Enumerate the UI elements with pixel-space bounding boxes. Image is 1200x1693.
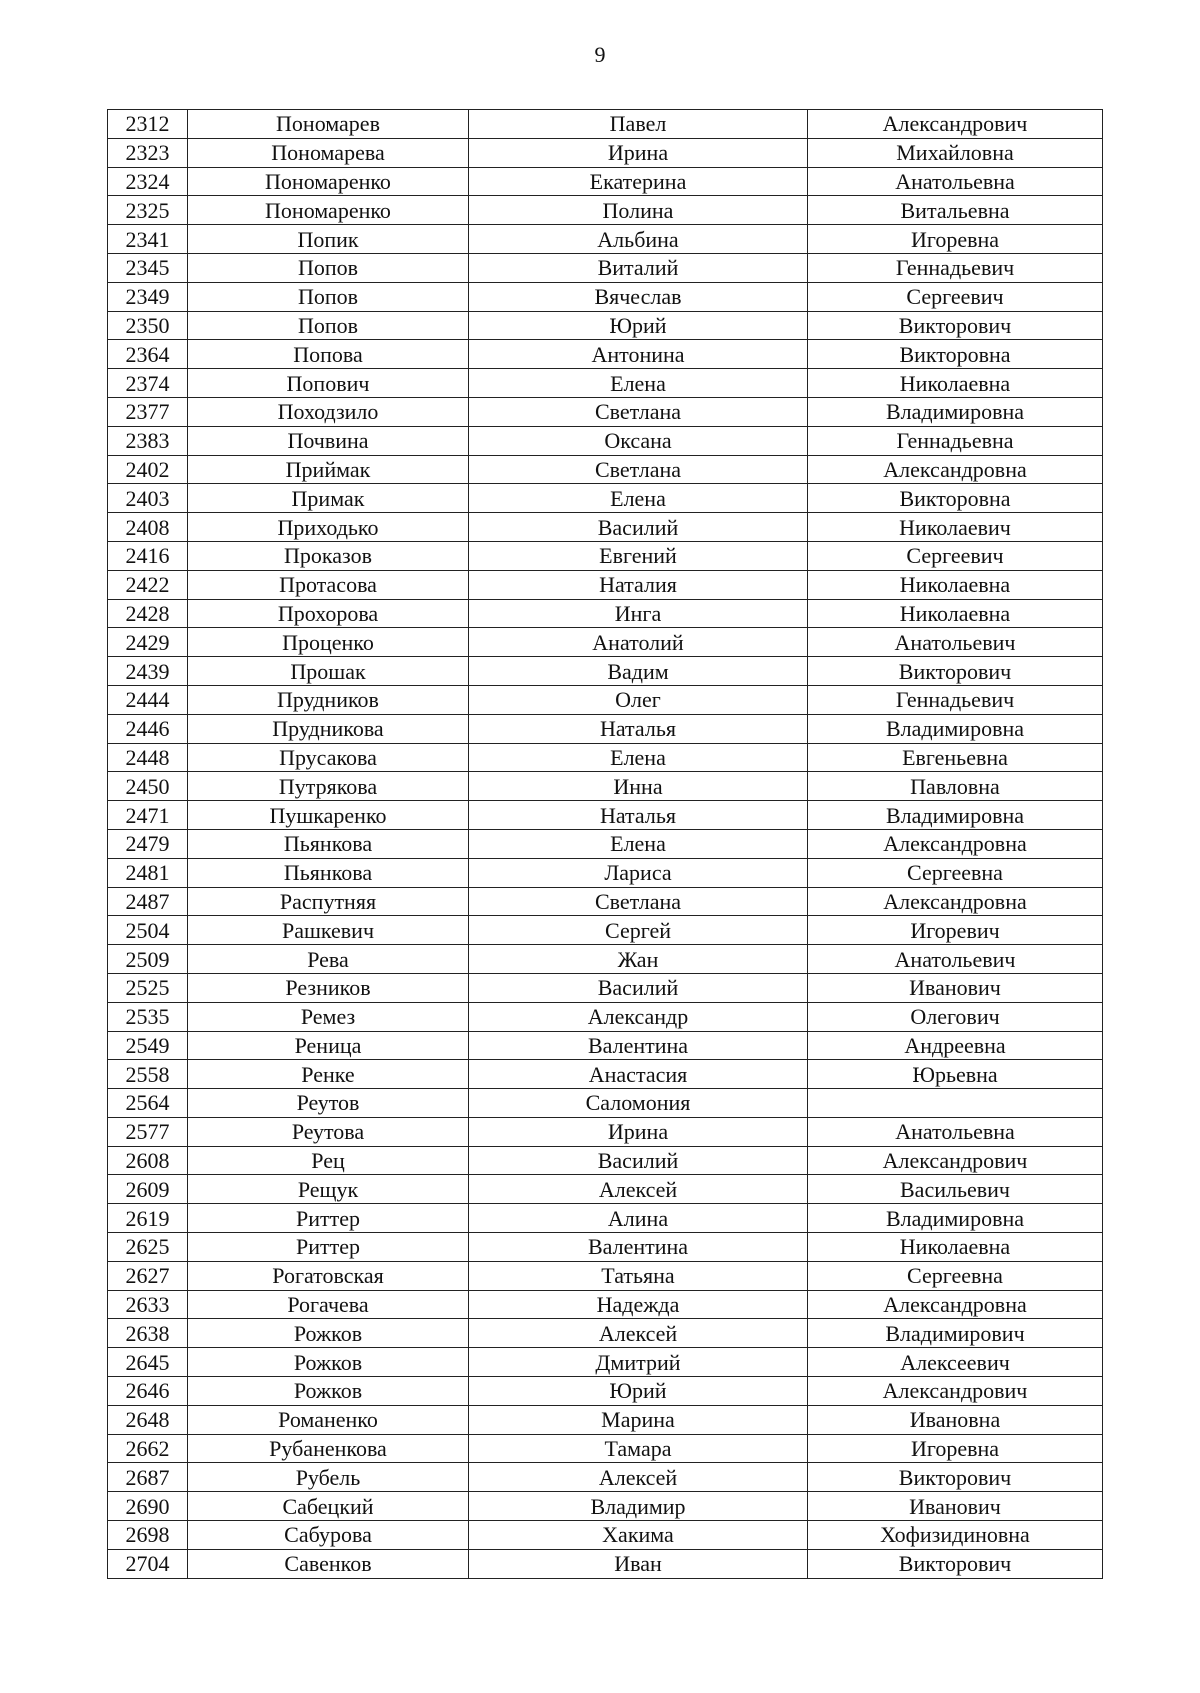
first-name-cell: Сергей xyxy=(469,916,808,945)
patronymic-cell: Николаевич xyxy=(808,513,1103,542)
last-name-cell: Пономаренко xyxy=(188,196,469,225)
last-name-cell: Прусакова xyxy=(188,743,469,772)
table-row xyxy=(108,1377,1103,1406)
patronymic-cell: Васильевич xyxy=(808,1175,1103,1204)
page-number: 9 xyxy=(594,42,606,67)
patronymic-cell: Игоревна xyxy=(808,225,1103,254)
last-name-cell: Ренке xyxy=(188,1060,469,1089)
patronymic-cell: Александровна xyxy=(808,1290,1103,1319)
first-name-cell: Елена xyxy=(469,743,808,772)
patronymic-cell: Владимировна xyxy=(808,1204,1103,1233)
first-name-cell: Наталья xyxy=(469,801,808,830)
first-name-cell: Светлана xyxy=(469,397,808,426)
last-name-cell: Реутов xyxy=(188,1089,469,1118)
row-number-cell: 2487 xyxy=(108,887,188,916)
first-name-cell: Наталия xyxy=(469,570,808,599)
table-row xyxy=(108,1146,1103,1175)
row-number-cell: 2558 xyxy=(108,1060,188,1089)
row-number-cell: 2504 xyxy=(108,916,188,945)
first-name-cell: Владимир xyxy=(469,1492,808,1521)
last-name-cell: Савенков xyxy=(188,1549,469,1578)
patronymic-cell: Викторовна xyxy=(808,484,1103,513)
patronymic-cell: Владимирович xyxy=(808,1319,1103,1348)
row-number-cell: 2341 xyxy=(108,225,188,254)
patronymic-cell: Викторович xyxy=(808,1549,1103,1578)
first-name-cell: Алексей xyxy=(469,1175,808,1204)
first-name-cell: Дмитрий xyxy=(469,1348,808,1377)
first-name-cell: Вадим xyxy=(469,657,808,686)
first-name-cell: Василий xyxy=(469,1146,808,1175)
last-name-cell: Протасова xyxy=(188,570,469,599)
first-name-cell: Валентина xyxy=(469,1233,808,1262)
last-name-cell: Рогачева xyxy=(188,1290,469,1319)
row-number-cell: 2625 xyxy=(108,1233,188,1262)
patronymic-cell: Владимировна xyxy=(808,714,1103,743)
patronymic-cell: Викторович xyxy=(808,657,1103,686)
table-row xyxy=(108,1261,1103,1290)
row-number-cell: 2535 xyxy=(108,1002,188,1031)
row-number-cell: 2377 xyxy=(108,397,188,426)
first-name-cell: Альбина xyxy=(469,225,808,254)
table-row xyxy=(108,225,1103,254)
patronymic-cell: Иванович xyxy=(808,973,1103,1002)
first-name-cell: Ирина xyxy=(469,138,808,167)
table-row xyxy=(108,1492,1103,1521)
row-number-cell: 2325 xyxy=(108,196,188,225)
row-number-cell: 2444 xyxy=(108,685,188,714)
table-row xyxy=(108,1434,1103,1463)
last-name-cell: Пьянкова xyxy=(188,829,469,858)
last-name-cell: Реутова xyxy=(188,1117,469,1146)
first-name-cell: Полина xyxy=(469,196,808,225)
patronymic-cell: Сергеевич xyxy=(808,541,1103,570)
first-name-cell: Екатерина xyxy=(469,167,808,196)
last-name-cell: Рещук xyxy=(188,1175,469,1204)
first-name-cell: Тамара xyxy=(469,1434,808,1463)
table-row xyxy=(108,1031,1103,1060)
row-number-cell: 2448 xyxy=(108,743,188,772)
last-name-cell: Попов xyxy=(188,253,469,282)
first-name-cell: Жан xyxy=(469,945,808,974)
table-row xyxy=(108,1233,1103,1262)
row-number-cell: 2662 xyxy=(108,1434,188,1463)
last-name-cell: Попова xyxy=(188,340,469,369)
table-row xyxy=(108,829,1103,858)
row-number-cell: 2402 xyxy=(108,455,188,484)
patronymic-cell: Алексеевич xyxy=(808,1348,1103,1377)
row-number-cell: 2350 xyxy=(108,311,188,340)
last-name-cell: Прошак xyxy=(188,657,469,686)
patronymic-cell: Владимировна xyxy=(808,801,1103,830)
table-row xyxy=(108,1175,1103,1204)
table-row xyxy=(108,513,1103,542)
row-number-cell: 2633 xyxy=(108,1290,188,1319)
table-row xyxy=(108,282,1103,311)
row-number-cell: 2383 xyxy=(108,426,188,455)
table-row xyxy=(108,1060,1103,1089)
patronymic-cell: Александровна xyxy=(808,829,1103,858)
table-row xyxy=(108,570,1103,599)
table-row xyxy=(108,772,1103,801)
last-name-cell: Пономарева xyxy=(188,138,469,167)
row-number-cell: 2312 xyxy=(108,110,188,139)
patronymic-cell: Александрович xyxy=(808,1377,1103,1406)
last-name-cell: Путрякова xyxy=(188,772,469,801)
patronymic-cell: Александровна xyxy=(808,455,1103,484)
patronymic-cell: Ивановна xyxy=(808,1405,1103,1434)
table-row xyxy=(108,685,1103,714)
first-name-cell: Оксана xyxy=(469,426,808,455)
roster-table xyxy=(107,109,1103,1579)
first-name-cell: Саломония xyxy=(469,1089,808,1118)
row-number-cell: 2646 xyxy=(108,1377,188,1406)
patronymic-cell: Сергеевна xyxy=(808,858,1103,887)
row-number-cell: 2645 xyxy=(108,1348,188,1377)
row-number-cell: 2577 xyxy=(108,1117,188,1146)
row-number-cell: 2428 xyxy=(108,599,188,628)
table-row xyxy=(108,311,1103,340)
last-name-cell: Проценко xyxy=(188,628,469,657)
table-row xyxy=(108,801,1103,830)
last-name-cell: Сабецкий xyxy=(188,1492,469,1521)
patronymic-cell: Викторович xyxy=(808,1463,1103,1492)
last-name-cell: Прохорова xyxy=(188,599,469,628)
row-number-cell: 2509 xyxy=(108,945,188,974)
patronymic-cell: Николаевна xyxy=(808,570,1103,599)
table-row xyxy=(108,397,1103,426)
table-row xyxy=(108,1117,1103,1146)
last-name-cell: Прудникова xyxy=(188,714,469,743)
last-name-cell: Рогатовская xyxy=(188,1261,469,1290)
last-name-cell: Рубаненкова xyxy=(188,1434,469,1463)
last-name-cell: Приймак xyxy=(188,455,469,484)
patronymic-cell: Геннадьевна xyxy=(808,426,1103,455)
first-name-cell: Марина xyxy=(469,1405,808,1434)
row-number-cell: 2619 xyxy=(108,1204,188,1233)
first-name-cell: Анастасия xyxy=(469,1060,808,1089)
first-name-cell: Олег xyxy=(469,685,808,714)
patronymic-cell: Александровна xyxy=(808,887,1103,916)
last-name-cell: Рева xyxy=(188,945,469,974)
table-row xyxy=(108,1002,1103,1031)
patronymic-cell: Геннадьевич xyxy=(808,685,1103,714)
table-row xyxy=(108,196,1103,225)
last-name-cell: Рашкевич xyxy=(188,916,469,945)
table-row xyxy=(108,1549,1103,1578)
first-name-cell: Антонина xyxy=(469,340,808,369)
last-name-cell: Пономарев xyxy=(188,110,469,139)
patronymic-cell: Анатольевна xyxy=(808,1117,1103,1146)
first-name-cell: Алексей xyxy=(469,1463,808,1492)
table-row xyxy=(108,1204,1103,1233)
roster-table-body xyxy=(108,110,1103,1579)
patronymic-cell: Витальевна xyxy=(808,196,1103,225)
table-row xyxy=(108,916,1103,945)
patronymic-cell xyxy=(808,1089,1103,1118)
last-name-cell: Попик xyxy=(188,225,469,254)
row-number-cell: 2416 xyxy=(108,541,188,570)
first-name-cell: Виталий xyxy=(469,253,808,282)
first-name-cell: Елена xyxy=(469,829,808,858)
last-name-cell: Ремез xyxy=(188,1002,469,1031)
table-row xyxy=(108,1290,1103,1319)
row-number-cell: 2324 xyxy=(108,167,188,196)
row-number-cell: 2364 xyxy=(108,340,188,369)
first-name-cell: Татьяна xyxy=(469,1261,808,1290)
row-number-cell: 2408 xyxy=(108,513,188,542)
last-name-cell: Попович xyxy=(188,369,469,398)
first-name-cell: Павел xyxy=(469,110,808,139)
row-number-cell: 2525 xyxy=(108,973,188,1002)
row-number-cell: 2481 xyxy=(108,858,188,887)
row-number-cell: 2429 xyxy=(108,628,188,657)
table-row xyxy=(108,858,1103,887)
row-number-cell: 2446 xyxy=(108,714,188,743)
row-number-cell: 2374 xyxy=(108,369,188,398)
row-number-cell: 2698 xyxy=(108,1521,188,1550)
first-name-cell: Светлана xyxy=(469,887,808,916)
last-name-cell: Рец xyxy=(188,1146,469,1175)
table-row xyxy=(108,253,1103,282)
table-row xyxy=(108,1319,1103,1348)
first-name-cell: Инга xyxy=(469,599,808,628)
patronymic-cell: Павловна xyxy=(808,772,1103,801)
last-name-cell: Пономаренко xyxy=(188,167,469,196)
patronymic-cell: Евгеньевна xyxy=(808,743,1103,772)
table-row xyxy=(108,110,1103,139)
first-name-cell: Алексей xyxy=(469,1319,808,1348)
last-name-cell: Романенко xyxy=(188,1405,469,1434)
last-name-cell: Сабурова xyxy=(188,1521,469,1550)
table-row xyxy=(108,973,1103,1002)
patronymic-cell: Александрович xyxy=(808,1146,1103,1175)
patronymic-cell: Юрьевна xyxy=(808,1060,1103,1089)
last-name-cell: Прудников xyxy=(188,685,469,714)
last-name-cell: Рожков xyxy=(188,1348,469,1377)
first-name-cell: Василий xyxy=(469,513,808,542)
first-name-cell: Светлана xyxy=(469,455,808,484)
first-name-cell: Вячеслав xyxy=(469,282,808,311)
last-name-cell: Приходько xyxy=(188,513,469,542)
first-name-cell: Александр xyxy=(469,1002,808,1031)
patronymic-cell: Игоревна xyxy=(808,1434,1103,1463)
patronymic-cell: Александрович xyxy=(808,110,1103,139)
patronymic-cell: Николаевна xyxy=(808,599,1103,628)
row-number-cell: 2323 xyxy=(108,138,188,167)
patronymic-cell: Сергеевич xyxy=(808,282,1103,311)
patronymic-cell: Владимировна xyxy=(808,397,1103,426)
first-name-cell: Ирина xyxy=(469,1117,808,1146)
table-row xyxy=(108,167,1103,196)
patronymic-cell: Анатольевич xyxy=(808,628,1103,657)
row-number-cell: 2345 xyxy=(108,253,188,282)
row-number-cell: 2349 xyxy=(108,282,188,311)
first-name-cell: Надежда xyxy=(469,1290,808,1319)
row-number-cell: 2422 xyxy=(108,570,188,599)
first-name-cell: Иван xyxy=(469,1549,808,1578)
row-number-cell: 2690 xyxy=(108,1492,188,1521)
last-name-cell: Попов xyxy=(188,282,469,311)
row-number-cell: 2609 xyxy=(108,1175,188,1204)
table-row xyxy=(108,369,1103,398)
patronymic-cell: Сергеевна xyxy=(808,1261,1103,1290)
table-row xyxy=(108,657,1103,686)
table-row xyxy=(108,541,1103,570)
first-name-cell: Лариса xyxy=(469,858,808,887)
first-name-cell: Евгений xyxy=(469,541,808,570)
first-name-cell: Наталья xyxy=(469,714,808,743)
row-number-cell: 2471 xyxy=(108,801,188,830)
patronymic-cell: Иванович xyxy=(808,1492,1103,1521)
first-name-cell: Елена xyxy=(469,484,808,513)
last-name-cell: Примак xyxy=(188,484,469,513)
row-number-cell: 2564 xyxy=(108,1089,188,1118)
patronymic-cell: Анатольевич xyxy=(808,945,1103,974)
table-row xyxy=(108,455,1103,484)
last-name-cell: Проказов xyxy=(188,541,469,570)
last-name-cell: Риттер xyxy=(188,1233,469,1262)
table-row xyxy=(108,628,1103,657)
last-name-cell: Реница xyxy=(188,1031,469,1060)
patronymic-cell: Олегович xyxy=(808,1002,1103,1031)
first-name-cell: Анатолий xyxy=(469,628,808,657)
patronymic-cell: Викторовна xyxy=(808,340,1103,369)
patronymic-cell: Викторович xyxy=(808,311,1103,340)
row-number-cell: 2687 xyxy=(108,1463,188,1492)
first-name-cell: Валентина xyxy=(469,1031,808,1060)
table-row xyxy=(108,1405,1103,1434)
table-row xyxy=(108,426,1103,455)
patronymic-cell: Николаевна xyxy=(808,369,1103,398)
row-number-cell: 2549 xyxy=(108,1031,188,1060)
table-row xyxy=(108,945,1103,974)
row-number-cell: 2439 xyxy=(108,657,188,686)
first-name-cell: Инна xyxy=(469,772,808,801)
patronymic-cell: Геннадьевич xyxy=(808,253,1103,282)
table-row xyxy=(108,1521,1103,1550)
table-row xyxy=(108,743,1103,772)
last-name-cell: Резников xyxy=(188,973,469,1002)
table-row xyxy=(108,1089,1103,1118)
first-name-cell: Юрий xyxy=(469,311,808,340)
row-number-cell: 2450 xyxy=(108,772,188,801)
patronymic-cell: Игоревич xyxy=(808,916,1103,945)
last-name-cell: Рожков xyxy=(188,1377,469,1406)
table-row xyxy=(108,1463,1103,1492)
table-row xyxy=(108,484,1103,513)
table-row xyxy=(108,138,1103,167)
first-name-cell: Алина xyxy=(469,1204,808,1233)
last-name-cell: Пушкаренко xyxy=(188,801,469,830)
table-row xyxy=(108,599,1103,628)
row-number-cell: 2403 xyxy=(108,484,188,513)
patronymic-cell: Михайловна xyxy=(808,138,1103,167)
last-name-cell: Походзило xyxy=(188,397,469,426)
patronymic-cell: Андреевна xyxy=(808,1031,1103,1060)
first-name-cell: Юрий xyxy=(469,1377,808,1406)
last-name-cell: Рубель xyxy=(188,1463,469,1492)
table-row xyxy=(108,1348,1103,1377)
table-row xyxy=(108,340,1103,369)
table-row xyxy=(108,714,1103,743)
last-name-cell: Почвина xyxy=(188,426,469,455)
patronymic-cell: Хофизидиновна xyxy=(808,1521,1103,1550)
row-number-cell: 2479 xyxy=(108,829,188,858)
first-name-cell: Хакима xyxy=(469,1521,808,1550)
last-name-cell: Распутняя xyxy=(188,887,469,916)
row-number-cell: 2704 xyxy=(108,1549,188,1578)
last-name-cell: Попов xyxy=(188,311,469,340)
row-number-cell: 2608 xyxy=(108,1146,188,1175)
row-number-cell: 2648 xyxy=(108,1405,188,1434)
first-name-cell: Василий xyxy=(469,973,808,1002)
first-name-cell: Елена xyxy=(469,369,808,398)
table-row xyxy=(108,887,1103,916)
last-name-cell: Пьянкова xyxy=(188,858,469,887)
last-name-cell: Рожков xyxy=(188,1319,469,1348)
patronymic-cell: Анатольевна xyxy=(808,167,1103,196)
row-number-cell: 2638 xyxy=(108,1319,188,1348)
row-number-cell: 2627 xyxy=(108,1261,188,1290)
patronymic-cell: Николаевна xyxy=(808,1233,1103,1262)
last-name-cell: Риттер xyxy=(188,1204,469,1233)
